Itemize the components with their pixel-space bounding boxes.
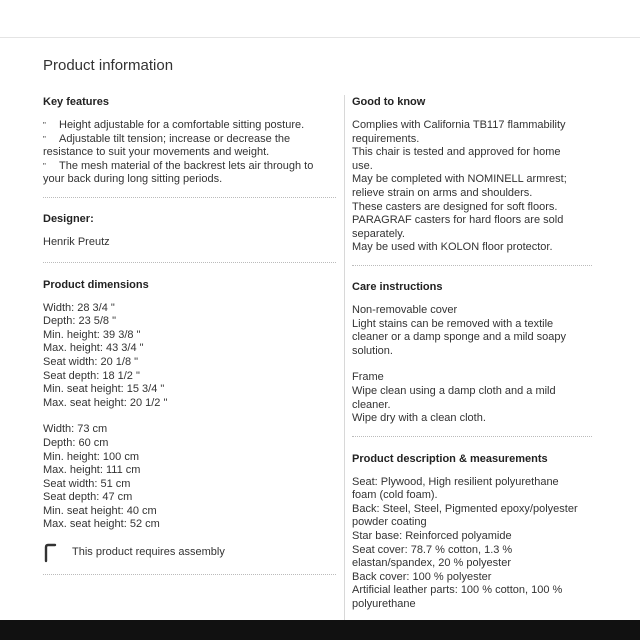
bullet-icon: " — [43, 134, 46, 144]
section-divider — [43, 564, 336, 575]
dimension-line: Min. height: 39 3/8 " — [43, 328, 141, 341]
key-features-list — [43, 119, 336, 187]
dimension-line: Min. seat height: 15 3/4 " — [43, 383, 165, 396]
list-item: " Height adjustable for a comfortable sitting posture. — [43, 119, 305, 131]
dimension-line: Min. seat height: 40 cm — [43, 504, 157, 517]
dimension-line: Max. height: 111 cm — [43, 464, 141, 477]
section-divider — [43, 250, 336, 263]
bullet-icon: " — [43, 121, 46, 130]
assembly-text: This product requires assembly — [72, 546, 225, 559]
key-features-section — [43, 95, 336, 198]
dimensions-imperial — [43, 302, 336, 411]
section-divider — [352, 426, 592, 437]
description-heading: Product description & measurements — [352, 452, 548, 465]
care-heading: Care instructions — [352, 280, 443, 293]
good-to-know-heading: Good to know — [352, 96, 426, 108]
dimensions-heading: Product dimensions — [43, 278, 149, 291]
left-column — [43, 95, 336, 575]
care-cover-text: Non-removable cover Light stains can be removed with a textile cleaner or a damp sponge and a mild soapy solution. — [352, 303, 567, 357]
top-divider — [0, 37, 640, 38]
bullet-icon: " — [43, 161, 46, 171]
dimension-line: Max. seat height: 52 cm — [43, 518, 160, 531]
key-features-heading: Key features — [43, 96, 110, 108]
section-divider — [352, 255, 592, 266]
dimensions-metric — [43, 423, 336, 532]
dimension-line: Seat width: 51 cm — [43, 477, 131, 490]
bottom-bar — [0, 620, 640, 640]
good-to-know-text: Complies with California TB117 flammability requirements. This chair is tested and approved for home use. May be completed with NOMINELL armrest; relieve strain on arms and shoulders. These casters are designed for soft floors. PARAGRAF casters for hard floors are sold separately. May be used with KOLON floor protector. — [352, 119, 567, 254]
description-text: Seat: Plywood, High resilient polyurethane foam (cold foam). Back: Steel, Steel, Pigmented epoxy/polyester powder coating Star base: Reinforced polyamide Seat cover: 78.7 % cotton, 1.3 % elastan/spandex, 20 % polyester Back cover: 100 % polyester Artificial leather parts: 100 % cotton, 100 % polyurethane — [352, 475, 578, 611]
dimension-line: Seat width: 20 1/8 " — [43, 355, 139, 368]
care-frame-text: Frame Wipe clean using a damp cloth and a mild cleaner. Wipe dry with a clean cloth. — [352, 371, 556, 425]
designer-heading: Designer: — [43, 212, 94, 225]
dimension-line: Width: 28 3/4 " — [43, 301, 115, 314]
dimension-line: Max. seat height: 20 1/2 " — [43, 396, 168, 409]
dimensions-section — [43, 278, 336, 576]
dimension-line: Depth: 60 cm — [43, 436, 109, 449]
allen-key-icon — [43, 542, 72, 564]
good-to-know-section — [352, 95, 592, 266]
dimension-line: Min. height: 100 cm — [43, 450, 139, 463]
dimension-line: Seat depth: 18 1/2 " — [43, 369, 140, 382]
dimension-line: Width: 73 cm — [43, 423, 108, 436]
dimension-line: Seat depth: 47 cm — [43, 491, 133, 504]
dimension-line: Max. height: 43 3/4 " — [43, 342, 144, 355]
description-section — [352, 452, 592, 621]
right-column — [352, 95, 592, 621]
designer-name: Henrik Preutz — [43, 235, 110, 248]
list-item: " The mesh material of the backrest lets air through to your back during long sitting periods. — [43, 159, 314, 186]
care-section — [352, 280, 592, 437]
assembly-note — [43, 542, 336, 564]
dimension-line: Depth: 23 5/8 " — [43, 315, 117, 328]
column-divider — [344, 95, 345, 620]
list-item: " Adjustable tilt tension; increase or decrease the resistance to suit your movements and weight. — [43, 132, 291, 159]
designer-section — [43, 212, 336, 263]
page-title: Product information — [43, 57, 174, 74]
section-divider — [43, 187, 336, 198]
